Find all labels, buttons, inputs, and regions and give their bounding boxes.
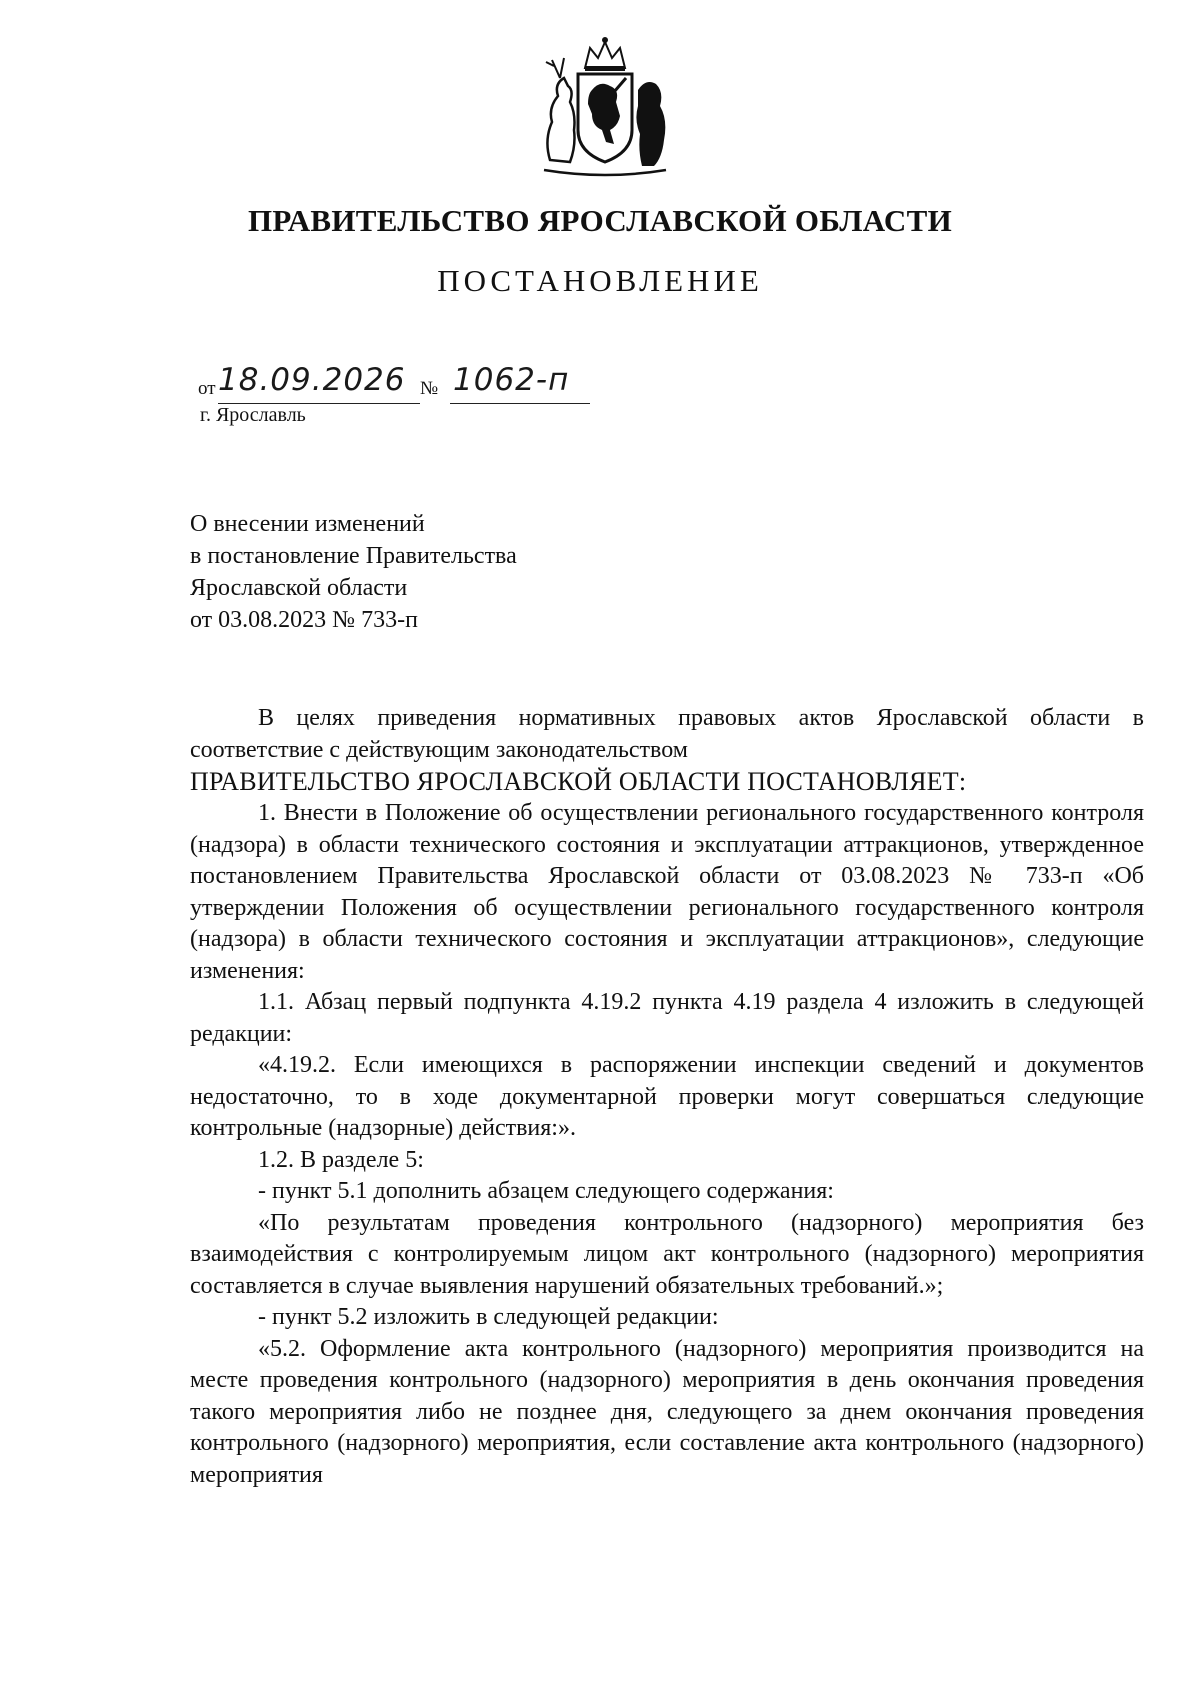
subject-block xyxy=(190,508,517,636)
document-body xyxy=(190,703,1144,1491)
body-paragraph: - пункт 5.1 дополнить абзацем следующего содержания: xyxy=(258,1178,834,1204)
body-paragraph: «4.19.2. Если имеющихся в распоряжении инспекции сведений и документов недостаточно, то в ходе документарной проверки могут совершаться следующие контрольные (надзорные) действия:». xyxy=(190,1052,1144,1141)
number-underline xyxy=(450,403,590,404)
date-number-line xyxy=(198,360,618,410)
body-paragraph: В целях приведения нормативных правовых актов Ярославской области в соответствие с действующим законодательством xyxy=(190,705,1144,763)
handwritten-number: 1062-п xyxy=(453,362,570,398)
subject-line: Ярославской области xyxy=(190,575,408,601)
body-paragraph: 1.1. Абзац первый подпункта 4.19.2 пункта 4.19 раздела 4 изложить в следующей редакции: xyxy=(190,989,1144,1047)
subject-line: от 03.08.2023 № 733-п xyxy=(190,607,418,633)
body-paragraph: - пункт 5.2 изложить в следующей редакции: xyxy=(258,1304,719,1330)
date-prefix: от xyxy=(198,378,216,399)
body-paragraph: 1.2. В разделе 5: xyxy=(258,1146,424,1173)
subject-line: в постановление Правительства xyxy=(190,543,517,569)
body-paragraph: «По результатам проведения контрольного (надзорного) мероприятия без взаимодействия с контролируемым лицом акт контрольного (надзорного) мероприятия составляется в случае выявления нарушений обязательных требований.»; xyxy=(190,1209,1144,1299)
organization-title: ПРАВИТЕЛЬСТВО ЯРОСЛАВСКОЙ ОБЛАСТИ xyxy=(248,203,952,238)
coat-of-arms-icon xyxy=(530,30,680,180)
resolution-heading: ПРАВИТЕЛЬСТВО ЯРОСЛАВСКОЙ ОБЛАСТИ ПОСТАНОВЛЯЕТ: xyxy=(190,767,967,796)
number-prefix: № xyxy=(420,378,439,399)
subject-line: О внесении изменений xyxy=(190,511,425,537)
city-label: г. Ярославль xyxy=(200,404,306,426)
body-paragraph: 1. Внести в Положение об осуществлении регионального государственного контроля (надзора) в области технического состояния и эксплуатации аттракционов, утвержденное постановлением Правительства Ярославской области от 03.08.2023 № 733-п «Об утверждении Положения об осуществлении регионального государственного контроля (надзора) в области технического состояния и эксплуатации аттракционов», следующие изменения: xyxy=(190,800,1144,984)
body-paragraph: «5.2. Оформление акта контрольного (надзорного) мероприятия производится на месте проведения контрольного (надзорного) мероприятия в день окончания проведения такого мероприятия либо не позднее дня, следующего за днем окончания проведения контрольного (надзорного) мероприятия, если составление акта контрольного (надзорного) мероприятия xyxy=(190,1335,1144,1488)
handwritten-date: 18.09.2026 xyxy=(218,362,406,398)
document-type: ПОСТАНОВЛЕНИЕ xyxy=(437,263,763,298)
